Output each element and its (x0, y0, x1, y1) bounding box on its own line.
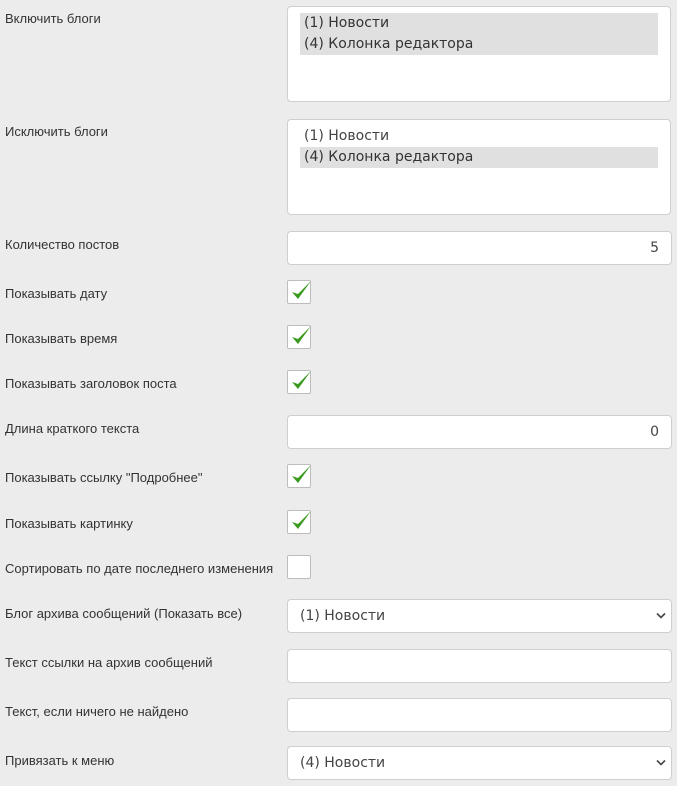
show-time-label: Показывать время (5, 331, 118, 346)
show-title-checkbox[interactable] (287, 370, 311, 394)
no-results-text-label: Текст, если ничего не найдено (5, 704, 189, 719)
intro-length-label: Длина краткого текста (5, 421, 140, 436)
intro-length-input[interactable]: 0 (287, 415, 672, 449)
no-results-text-input[interactable] (287, 698, 672, 732)
checkmark-icon (288, 323, 314, 349)
sort-by-modified-checkbox[interactable] (287, 555, 311, 579)
menu-link-select[interactable] (287, 746, 672, 780)
checkmark-icon (288, 462, 314, 488)
show-more-link-label: Показывать ссылку "Подробнее" (5, 470, 203, 485)
show-image-checkbox[interactable] (287, 510, 311, 534)
checkmark-icon (288, 368, 314, 394)
archive-link-text-label: Текст ссылки на архив сообщений (5, 655, 213, 670)
show-time-checkbox[interactable] (287, 325, 311, 349)
post-count-label: Количество постов (5, 237, 120, 252)
include-blogs-label: Включить блоги (5, 11, 101, 26)
include-blogs-option-4[interactable]: (4) Колонка редактора (300, 34, 658, 55)
exclude-blogs-option-1[interactable]: (1) Новости (304, 128, 390, 144)
menu-link-selected-value: (4) Новости (300, 755, 386, 771)
show-more-link-checkbox[interactable] (287, 464, 311, 488)
exclude-blogs-label: Исключить блоги (5, 124, 108, 139)
show-title-label: Показывать заголовок поста (5, 376, 177, 391)
show-date-checkbox[interactable] (287, 280, 311, 304)
archive-blog-label: Блог архива сообщений (Показать все) (5, 606, 243, 621)
show-date-label: Показывать дату (5, 286, 108, 301)
post-count-input[interactable]: 5 (287, 231, 672, 265)
exclude-blogs-listbox[interactable] (287, 119, 671, 215)
show-image-label: Показывать картинку (5, 516, 133, 531)
checkmark-icon (288, 508, 314, 534)
archive-link-text-input[interactable] (287, 649, 672, 683)
checkmark-icon (288, 278, 314, 304)
menu-link-label: Привязать к меню (5, 753, 115, 768)
include-blogs-option-1[interactable]: (1) Новости (300, 13, 658, 34)
sort-by-modified-label: Сортировать по дате последнего изменения (5, 561, 274, 576)
archive-blog-select[interactable] (287, 599, 672, 633)
include-blogs-listbox[interactable] (287, 6, 671, 102)
exclude-blogs-option-4[interactable]: (4) Колонка редактора (300, 147, 658, 168)
archive-blog-selected-value: (1) Новости (300, 608, 386, 624)
chevron-down-icon (656, 759, 666, 767)
chevron-down-icon (656, 612, 666, 620)
